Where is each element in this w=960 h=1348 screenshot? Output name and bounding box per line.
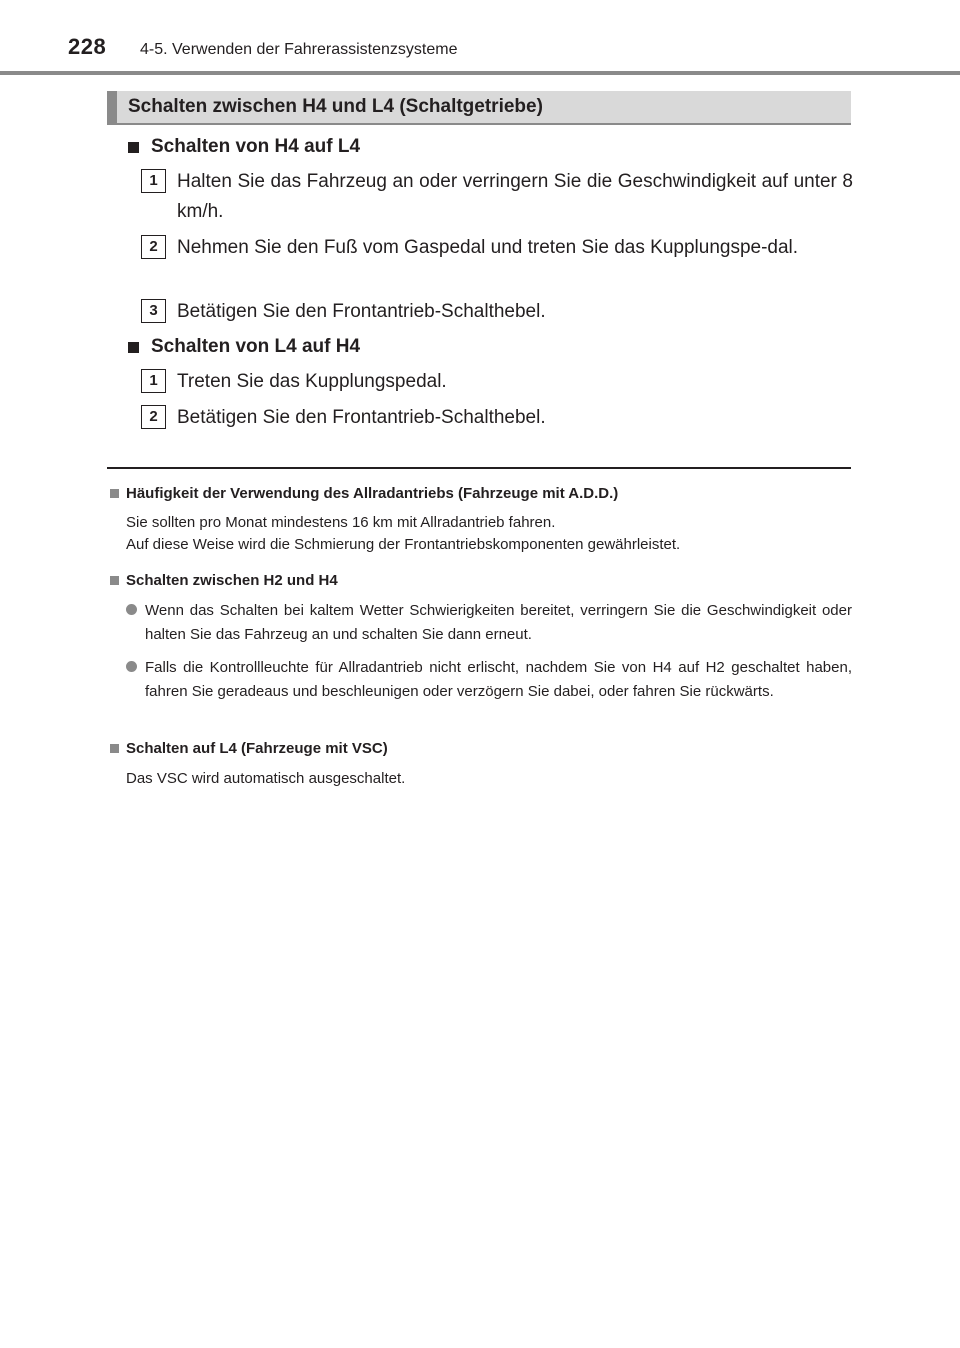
square-bullet-icon bbox=[110, 576, 119, 585]
square-bullet-icon bbox=[128, 342, 139, 353]
note-bullet-text: Wenn das Schalten bei kaltem Wetter Schwierigkeiten bereitet, verringern Sie die Geschwindigkeit oder halten Sie das Fahrzeug an und schalten Sie dann erneut. bbox=[145, 602, 852, 643]
step-item bbox=[141, 403, 853, 433]
note-heading-l4-vsc bbox=[110, 740, 388, 757]
page-number: 228 bbox=[68, 34, 107, 59]
note-text bbox=[126, 512, 852, 556]
chapter-title: 4-5. Verwenden der Fahrerassistenzsysteme bbox=[140, 41, 458, 58]
step-item bbox=[141, 233, 853, 263]
step-number-box: 1 bbox=[141, 169, 166, 193]
step-number-box: 2 bbox=[141, 235, 166, 259]
square-bullet-icon bbox=[128, 142, 139, 153]
section-header bbox=[107, 91, 851, 125]
round-bullet-icon bbox=[126, 661, 137, 672]
step-text: Treten Sie das Kupplungspedal. bbox=[177, 371, 447, 392]
note-heading-4wd-frequency bbox=[110, 485, 618, 502]
note-bullet bbox=[126, 656, 852, 704]
step-number-box: 3 bbox=[141, 299, 166, 323]
square-bullet-icon bbox=[110, 489, 119, 498]
notes-divider bbox=[107, 467, 851, 469]
step-number-box: 2 bbox=[141, 405, 166, 429]
note-line: Auf diese Weise wird die Schmierung der Frontantriebskomponenten gewährleistet. bbox=[126, 536, 681, 553]
step-item bbox=[141, 297, 853, 327]
step-text: Halten Sie das Fahrzeug an oder verringern Sie die Geschwindigkeit auf unter 8 km/h. bbox=[177, 171, 853, 222]
step-text: Betätigen Sie den Frontantrieb-Schalthebel. bbox=[177, 301, 546, 322]
note-heading-text: Schalten zwischen H2 und H4 bbox=[126, 572, 338, 589]
note-heading-text: Häufigkeit der Verwendung des Allradantriebs (Fahrzeuge mit A.D.D.) bbox=[126, 485, 619, 502]
section-header-bar bbox=[107, 91, 117, 123]
step-number-box: 1 bbox=[141, 369, 166, 393]
note-bullet-text: Falls die Kontrollleuchte für Allradantrieb nicht erlischt, nachdem Sie von H4 auf H2 geschaltet haben, fahren Sie geradeaus und beschleunigen oder verzögern Sie dabei, oder fahren Sie rückwärts. bbox=[145, 659, 852, 700]
note-bullet bbox=[126, 599, 852, 647]
sub-heading-h4-to-l4 bbox=[128, 136, 360, 158]
square-bullet-icon bbox=[110, 744, 119, 753]
note-text bbox=[126, 768, 852, 790]
step-item bbox=[141, 367, 853, 397]
section-title: Schalten zwischen H4 und L4 (Schaltgetriebe) bbox=[128, 96, 543, 117]
note-line: Sie sollten pro Monat mindestens 16 km mit Allradantrieb fahren. bbox=[126, 514, 556, 531]
sub-heading-text: Schalten von L4 auf H4 bbox=[151, 336, 361, 357]
note-heading-text: Schalten auf L4 (Fahrzeuge mit VSC) bbox=[126, 740, 388, 757]
round-bullet-icon bbox=[126, 604, 137, 615]
sub-heading-l4-to-h4 bbox=[128, 336, 360, 358]
note-heading-h2-h4 bbox=[110, 572, 338, 589]
step-item bbox=[141, 167, 853, 227]
step-text: Nehmen Sie den Fuß vom Gaspedal und treten Sie das Kupplungspe-dal. bbox=[177, 237, 799, 258]
header-rule bbox=[0, 71, 960, 75]
sub-heading-text: Schalten von H4 auf L4 bbox=[151, 136, 361, 157]
step-text: Betätigen Sie den Frontantrieb-Schalthebel. bbox=[177, 407, 546, 428]
note-line: Das VSC wird automatisch ausgeschaltet. bbox=[126, 770, 406, 787]
